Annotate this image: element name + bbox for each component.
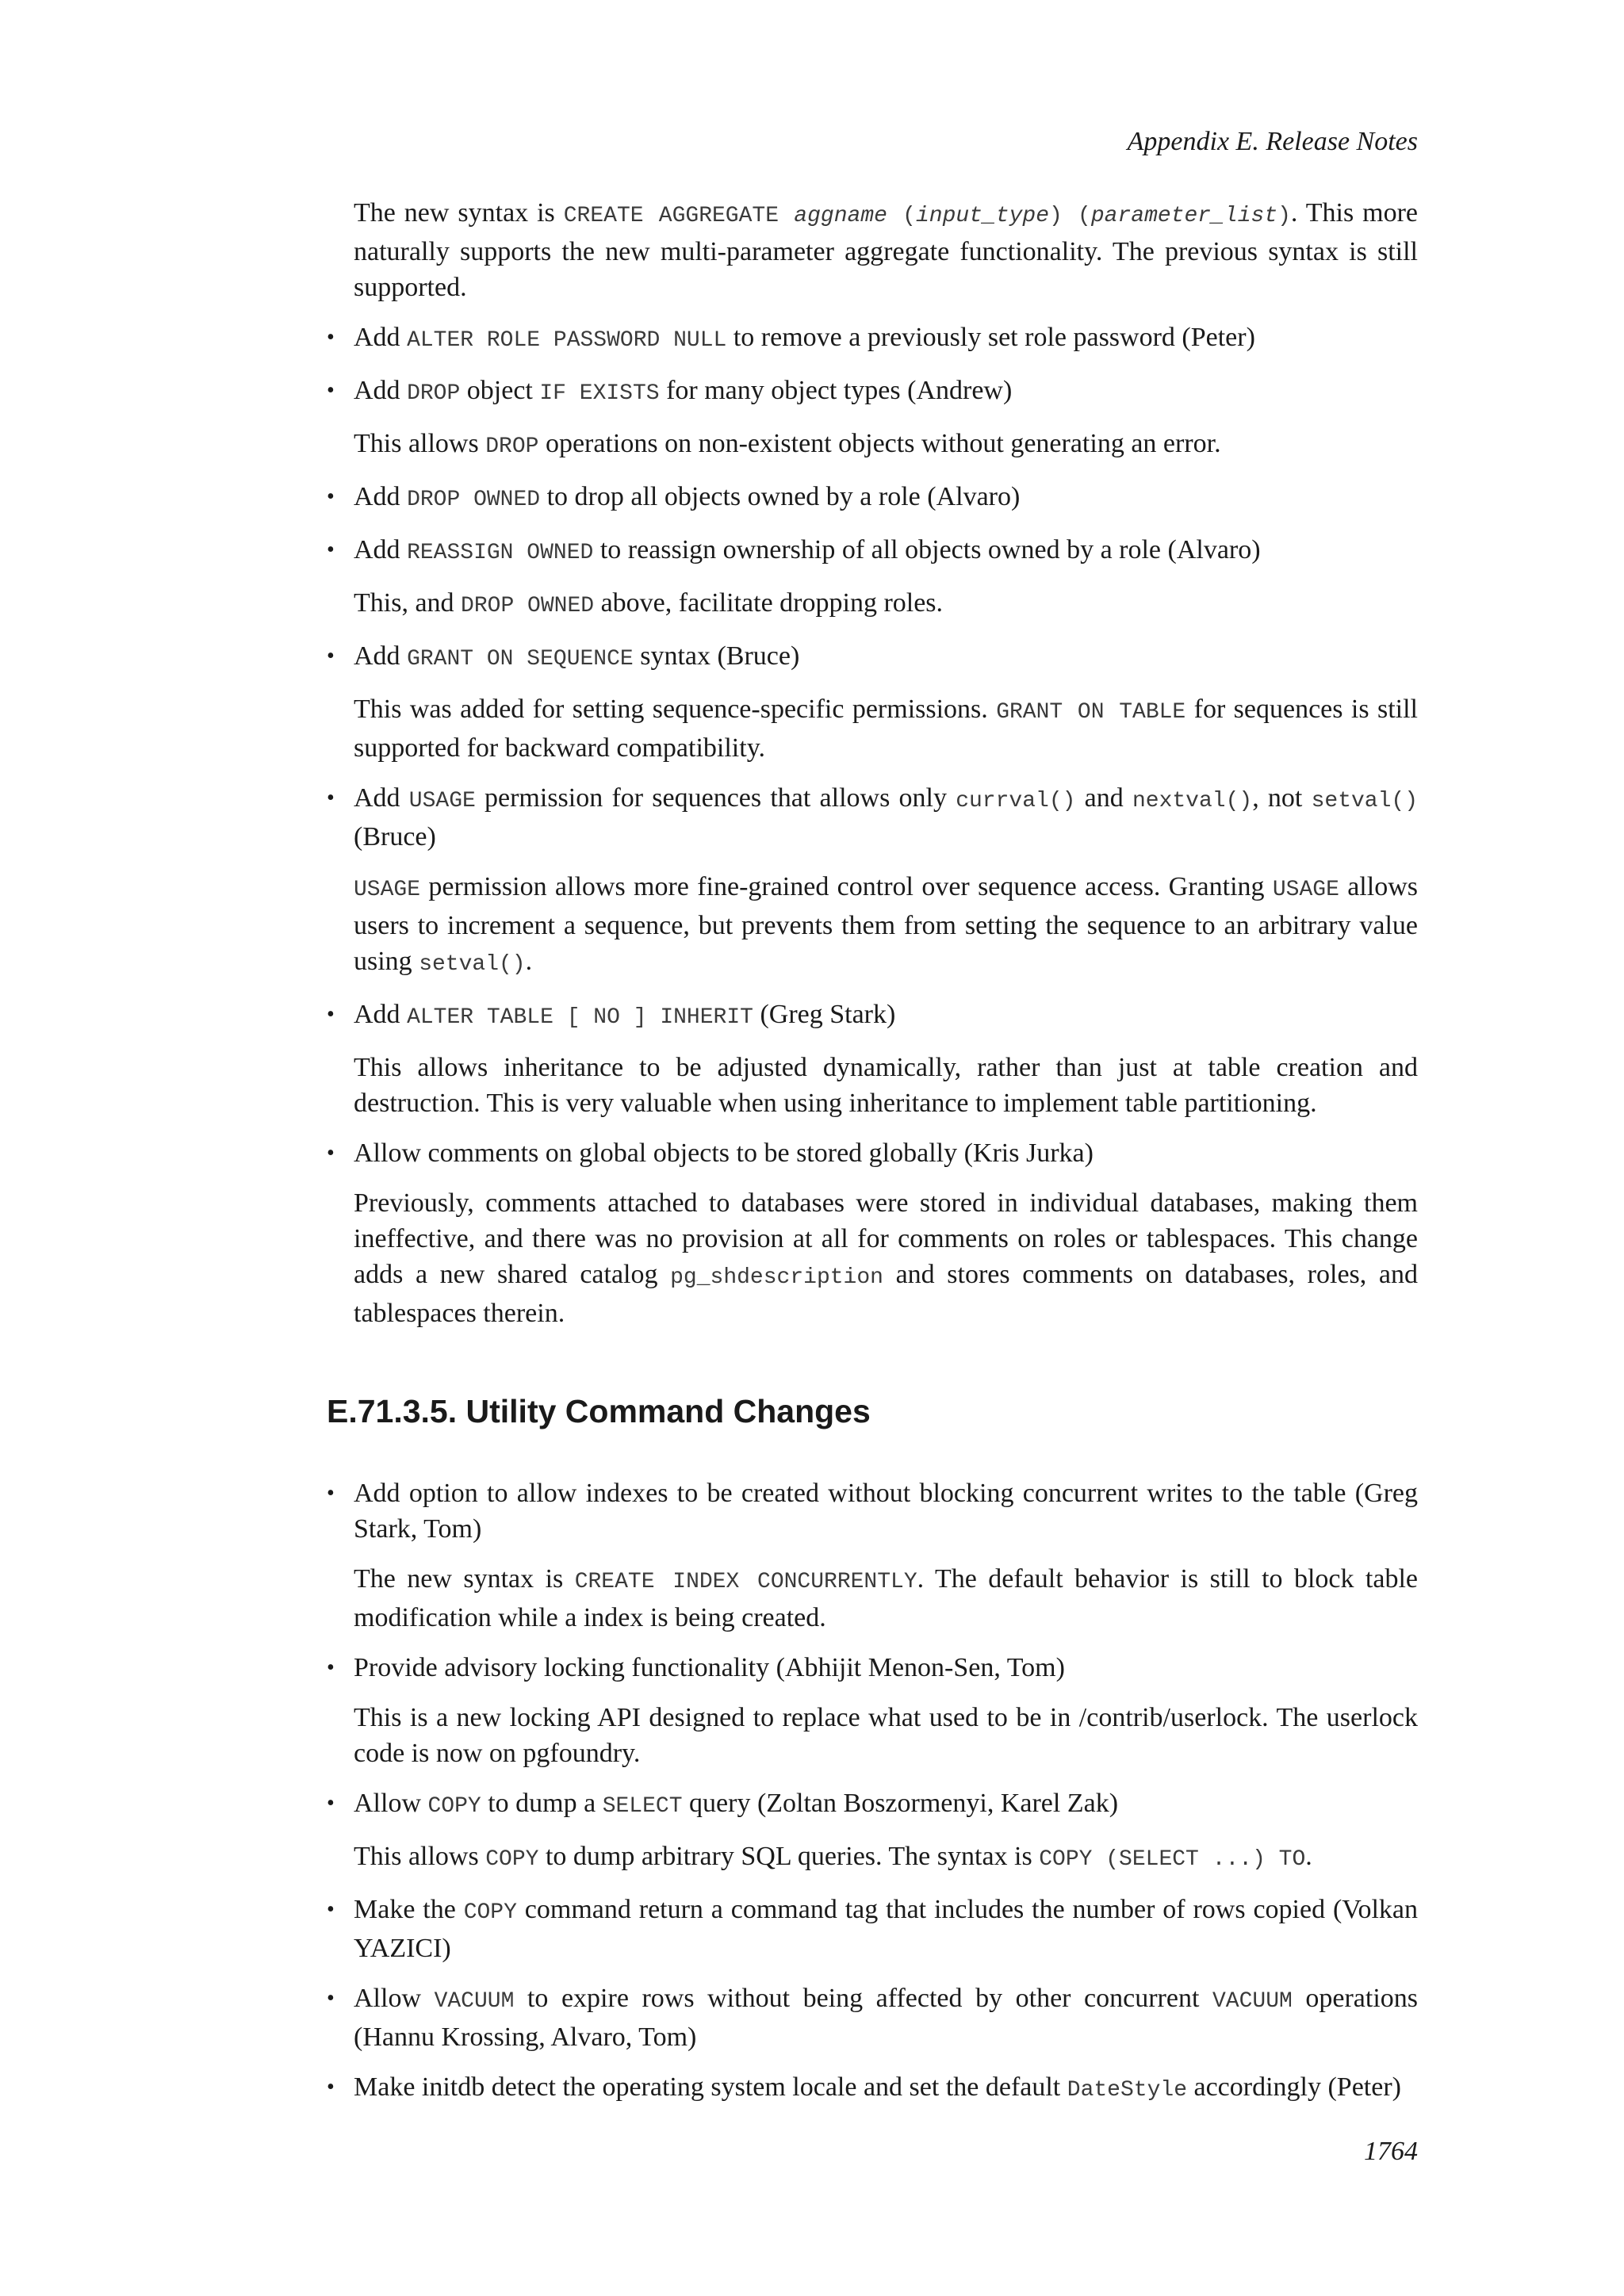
text: command return a command tag that includes the number of rows copied (Volkan YAZICI) bbox=[354, 1895, 1419, 1963]
text: . The default behavior is still to block table modification while a index is being created. bbox=[354, 1564, 1418, 1632]
code: COPY bbox=[485, 1847, 539, 1872]
bullet-icon: • bbox=[327, 1002, 335, 1027]
bullet-icon: • bbox=[327, 786, 335, 810]
text: Add option to allow indexes to be created without blocking concurrent writes to the table (Greg Stark, Tom) bbox=[354, 1479, 1418, 1544]
code: USAGE bbox=[408, 789, 476, 813]
list-item-alter-role bbox=[327, 320, 1418, 358]
text: Add bbox=[354, 641, 408, 671]
text: above, facilitate dropping roles. bbox=[594, 588, 944, 618]
text: This allows bbox=[354, 429, 486, 458]
code: ALTER TABLE [ NO ] INHERIT bbox=[407, 1005, 753, 1030]
text: Allow comments on global objects to be stored globally (Kris Jurka) bbox=[354, 1138, 1094, 1168]
code: USAGE bbox=[1272, 878, 1339, 902]
grant-on-sequence-note bbox=[354, 691, 1418, 766]
text: for sequences is still supported for backward compatibility. bbox=[354, 695, 1418, 763]
drop-if-exists-note bbox=[354, 426, 1418, 465]
bullet-icon: • bbox=[327, 1655, 335, 1680]
bullet-icon: • bbox=[327, 1897, 335, 1922]
list-item-copy-command-tag bbox=[327, 1892, 1418, 1966]
text: object bbox=[460, 376, 540, 405]
code: USAGE bbox=[354, 878, 421, 902]
text: Add bbox=[354, 1000, 408, 1029]
text: operations (Hannu Krossing, Alvaro, Tom) bbox=[354, 1984, 1418, 2052]
text: Add bbox=[354, 535, 408, 564]
text: Make initdb detect the operating system locale and set the default bbox=[354, 2072, 1067, 2102]
code: COPY bbox=[463, 1900, 517, 1925]
copy-select-note bbox=[354, 1839, 1418, 1877]
code: DROP bbox=[485, 434, 539, 459]
code: CREATE AGGREGATE bbox=[563, 204, 795, 228]
list-item-drop-if-exists bbox=[327, 373, 1418, 411]
list-item-vacuum bbox=[327, 1980, 1418, 2055]
list-item-global-comments bbox=[327, 1135, 1418, 1171]
bullet-icon: • bbox=[327, 1986, 335, 2011]
usage-permission-note bbox=[354, 869, 1418, 982]
section-heading: E.71.3.5. Utility Command Changes bbox=[327, 1393, 871, 1429]
text: (Greg Stark) bbox=[753, 1000, 896, 1029]
bullet-icon: • bbox=[327, 325, 335, 350]
list-item-grant-on-sequence bbox=[327, 638, 1418, 677]
global-comments-note bbox=[354, 1185, 1418, 1331]
code: VACUUM bbox=[1212, 1989, 1293, 2014]
text: This allows bbox=[354, 1842, 486, 1871]
text: accordingly (Peter) bbox=[1187, 2072, 1401, 2102]
text: Make the bbox=[354, 1895, 464, 1924]
text: syntax (Bruce) bbox=[633, 641, 800, 671]
bullet-icon: • bbox=[327, 538, 335, 562]
text: Allow bbox=[354, 1789, 428, 1818]
code-placeholder: input_type bbox=[915, 204, 1049, 228]
list-item-index-concurrently bbox=[327, 1475, 1418, 1547]
code: ALTER ROLE PASSWORD NULL bbox=[407, 328, 727, 353]
text: Add bbox=[354, 323, 408, 352]
text: and bbox=[1075, 783, 1132, 813]
list-item-alter-table-inherit bbox=[327, 997, 1418, 1035]
text: The new syntax is bbox=[354, 198, 564, 228]
list-item-advisory-locking bbox=[327, 1650, 1418, 1686]
running-header: Appendix E. Release Notes bbox=[1127, 127, 1418, 156]
code: VACUUM bbox=[434, 1989, 515, 2014]
list-item-drop-owned bbox=[327, 479, 1418, 518]
code: DateStyle bbox=[1067, 2078, 1187, 2103]
text: and stores comments on databases, roles, and tablespaces therein. bbox=[354, 1260, 1418, 1328]
code: pg_shdescription bbox=[670, 1265, 883, 1290]
text: . bbox=[525, 947, 533, 976]
text: to remove a previously set role password (Peter) bbox=[726, 323, 1255, 352]
list-item-usage-permission bbox=[327, 780, 1418, 855]
text: permission allows more fine-grained control over sequence access. Granting bbox=[420, 872, 1273, 901]
code: IF EXISTS bbox=[539, 381, 660, 406]
code: DROP bbox=[407, 381, 461, 406]
code: ) bbox=[1277, 204, 1291, 228]
code-placeholder: aggname bbox=[794, 204, 887, 228]
code: DROP OWNED bbox=[407, 488, 541, 512]
code: COPY (SELECT ...) TO bbox=[1039, 1847, 1306, 1872]
text: allows users to increment a sequence, but prevents them from setting the sequence to an arbitrary value using bbox=[354, 872, 1418, 976]
bullet-icon: • bbox=[327, 1481, 335, 1506]
text: Provide advisory locking functionality (Abhijit Menon-Sen, Tom) bbox=[354, 1653, 1065, 1682]
code-placeholder: parameter_list bbox=[1090, 204, 1278, 228]
text: This, and bbox=[354, 588, 462, 618]
text: . This more naturally supports the new multi-parameter aggregate functionality. The previous syntax is still supported. bbox=[354, 198, 1419, 302]
aggregate-syntax-paragraph bbox=[354, 195, 1418, 305]
text: for many object types (Andrew) bbox=[659, 376, 1013, 405]
text: (Bruce) bbox=[354, 822, 436, 851]
code: DROP OWNED bbox=[461, 594, 595, 618]
reassign-owned-note bbox=[354, 585, 1418, 624]
code: COPY bbox=[427, 1794, 481, 1819]
bullet-icon: • bbox=[327, 484, 335, 509]
code: GRANT ON SEQUENCE bbox=[407, 647, 634, 672]
text: to expire rows without being affected by other concurrent bbox=[514, 1984, 1212, 2013]
bullet-icon: • bbox=[327, 644, 335, 668]
text: The new syntax is bbox=[354, 1564, 575, 1594]
inherit-note: This allows inheritance to be adjusted dynamically, rather than just at table creation and destruction. This is very valuable when using inheritance to implement table partitioning. bbox=[354, 1053, 1418, 1118]
text: operations on non-existent objects without generating an error. bbox=[538, 429, 1221, 458]
page-number: 1764 bbox=[1364, 2137, 1418, 2166]
list-item-initdb-locale bbox=[327, 2069, 1418, 2108]
text: query (Zoltan Boszormenyi, Karel Zak) bbox=[682, 1789, 1119, 1818]
text: to drop all objects owned by a role (Alvaro) bbox=[540, 482, 1021, 511]
bullet-icon: • bbox=[327, 2075, 335, 2099]
advisory-locking-note: This is a new locking API designed to replace what used to be in /contrib/userlock. The userlock code is now on pgfoundry. bbox=[354, 1703, 1418, 1768]
index-concurrently-note bbox=[354, 1561, 1418, 1636]
text: Add bbox=[354, 783, 409, 813]
text: to dump a bbox=[481, 1789, 603, 1818]
document-body bbox=[327, 195, 1418, 2122]
code: setval() bbox=[419, 952, 526, 977]
bullet-icon: • bbox=[327, 378, 335, 403]
text: Allow bbox=[354, 1984, 435, 2013]
text: Add bbox=[354, 376, 408, 405]
text: Previously, comments attached to databases were stored in individual databases, making them ineffective, and there was no provision at all for comments on roles or tablespaces. This change adds a new shared catalog bbox=[354, 1188, 1418, 1289]
text: to reassign ownership of all objects owned by a role (Alvaro) bbox=[593, 535, 1261, 564]
code: ) ( bbox=[1049, 204, 1091, 228]
code: SELECT bbox=[602, 1794, 683, 1819]
code: GRANT ON TABLE bbox=[996, 700, 1186, 725]
text: permission for sequences that allows only bbox=[475, 783, 956, 813]
text: Add bbox=[354, 482, 408, 511]
code: CREATE INDEX CONCURRENTLY bbox=[574, 1570, 917, 1594]
text: This was added for setting sequence-specific permissions. bbox=[354, 695, 997, 724]
text: to dump arbitrary SQL queries. The syntax is bbox=[538, 1842, 1040, 1871]
code: REASSIGN OWNED bbox=[407, 541, 594, 565]
bullet-icon: • bbox=[327, 1791, 335, 1816]
list-item-copy-select bbox=[327, 1785, 1418, 1824]
list-item-reassign-owned bbox=[327, 532, 1418, 571]
code: nextval() bbox=[1132, 789, 1253, 813]
text: . bbox=[1305, 1842, 1312, 1871]
text: , not bbox=[1252, 783, 1312, 813]
code: currval() bbox=[956, 789, 1076, 813]
bullet-icon: • bbox=[327, 1141, 335, 1165]
code: ( bbox=[887, 204, 916, 228]
code: setval() bbox=[1311, 789, 1419, 813]
